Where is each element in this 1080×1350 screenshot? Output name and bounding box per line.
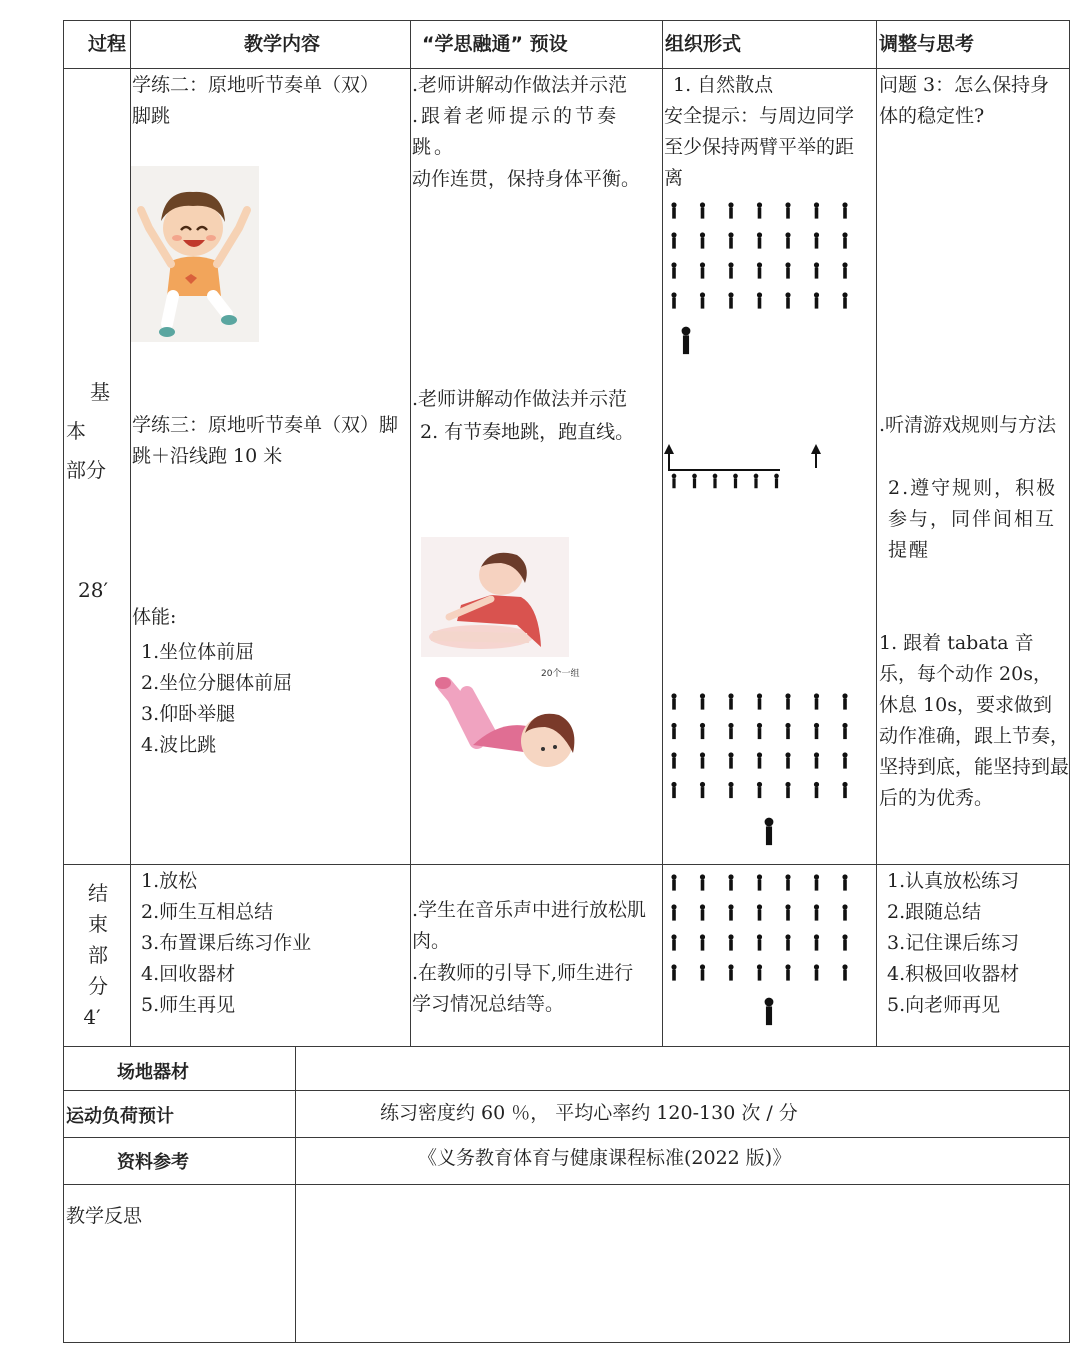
student-figure — [671, 202, 676, 218]
student-figure — [700, 723, 705, 739]
student-figure — [814, 693, 819, 709]
drill2-org-1: 1. 自然散点 — [673, 74, 774, 96]
list-item: 2.坐位分腿体前屈 — [141, 672, 293, 694]
line-run-formation-diagram — [664, 440, 864, 500]
student-figure — [785, 723, 790, 739]
ending-preset-2: .在教师的引导下,师生进行学习情况总结等。 — [412, 962, 634, 1015]
basic-stage-char-1: 基 — [90, 380, 110, 404]
student-figure — [842, 874, 847, 890]
list-item: 1.认真放松练习 — [887, 870, 1020, 892]
ending-stage-char-3: 部 — [88, 943, 108, 967]
header-organization: 组织形式 — [665, 33, 742, 55]
student-figure — [700, 232, 705, 248]
student-figure — [672, 474, 677, 489]
student-figure — [785, 693, 790, 709]
student-figure — [757, 723, 762, 739]
student-figure — [671, 262, 676, 278]
ref-value: 《义务教育体育与健康课程标准(2022 版)》 — [418, 1147, 792, 1169]
student-figure — [814, 232, 819, 248]
drill2-adjust: 问题 3：怎么保持身体的稳定性? — [879, 74, 1050, 127]
student-figure — [757, 202, 762, 218]
student-figure — [814, 782, 819, 798]
basic-stage-char-2: 本 — [66, 419, 86, 443]
header-adjust: 调整与思考 — [879, 33, 975, 55]
arrow-head — [664, 444, 674, 454]
arrow-head — [811, 444, 821, 454]
teacher-figure — [682, 327, 691, 355]
student-figure — [814, 904, 819, 920]
student-figure — [713, 474, 718, 489]
ending-preset-1: .学生在音乐声中进行放松肌肉。 — [412, 899, 647, 952]
student-figure — [671, 232, 676, 248]
student-figure — [754, 474, 759, 489]
student-figure — [728, 232, 733, 248]
ending-formation-diagram — [664, 872, 864, 1037]
student-figure — [700, 904, 705, 920]
student-figure — [842, 202, 847, 218]
scatter-formation-diagram — [664, 195, 864, 365]
teacher-figure — [765, 998, 774, 1026]
student-figure — [757, 782, 762, 798]
fitness-list — [141, 637, 292, 761]
drill3-title: 学练三：原地听节奏单（双）脚跳＋沿线跑 10 米 — [132, 414, 399, 467]
student-figure — [842, 723, 847, 739]
student-figure — [700, 292, 705, 308]
sitting-stretch-illustration — [421, 537, 569, 657]
student-figure — [728, 723, 733, 739]
student-figure — [757, 964, 762, 980]
student-figure — [700, 262, 705, 278]
student-figure — [700, 693, 705, 709]
student-figure — [757, 752, 762, 768]
drill3-preset-2: 2. 有节奏地跳，跑直线。 — [420, 421, 635, 443]
list-item: 4.回收器材 — [141, 963, 236, 985]
student-figure — [671, 752, 676, 768]
student-figure — [842, 693, 847, 709]
load-value: 练习密度约 60 ％， 平均心率约 120-130 次 / 分 — [380, 1102, 798, 1124]
student-figure — [785, 782, 790, 798]
student-figure — [692, 474, 697, 489]
student-figure — [842, 782, 847, 798]
drill2-title: 学练二：原地听节奏单（双）脚跳 — [132, 74, 380, 127]
basic-duration: 28′ — [78, 578, 108, 602]
list-item: 3.布置课后练习作业 — [141, 932, 312, 954]
student-figure — [814, 292, 819, 308]
fitness-title: 体能: — [132, 606, 177, 628]
student-figure — [757, 904, 762, 920]
list-item: 2.师生互相总结 — [141, 901, 274, 923]
student-figure — [757, 262, 762, 278]
student-figure — [814, 874, 819, 890]
student-figure — [671, 723, 676, 739]
student-figure — [728, 202, 733, 218]
student-figure — [785, 752, 790, 768]
student-figure — [728, 292, 733, 308]
drill2-preset-3: 动作连贯，保持身体平衡。 — [412, 168, 641, 190]
drill3-adjust-2: 2.遵守规则，积极参与，同伴间相互提醒 — [888, 477, 1058, 561]
student-figure — [842, 934, 847, 950]
student-figure — [785, 262, 790, 278]
student-figure — [671, 874, 676, 890]
student-figure — [785, 934, 790, 950]
student-figure — [842, 262, 847, 278]
student-figure — [757, 232, 762, 248]
student-figure — [842, 752, 847, 768]
basic-stage-char-3: 部分 — [66, 458, 106, 482]
list-item: 5.向老师再见 — [887, 994, 1001, 1016]
drill2-preset-1: .老师讲解动作做法并示范 — [412, 74, 628, 96]
student-figure — [814, 723, 819, 739]
list-item: 5.师生再见 — [141, 994, 236, 1016]
list-item: 3.仰卧举腿 — [141, 703, 236, 725]
student-figure — [842, 964, 847, 980]
student-figure — [757, 693, 762, 709]
reflection-label: 教学反思 — [66, 1205, 143, 1227]
student-figure — [728, 752, 733, 768]
ending-duration: 4′ — [83, 1005, 101, 1029]
list-item: 4.波比跳 — [141, 734, 217, 756]
student-figure — [728, 874, 733, 890]
student-figure — [700, 202, 705, 218]
list-item: 1.放松 — [141, 870, 198, 892]
student-figure — [728, 782, 733, 798]
header-content: 教学内容 — [244, 33, 321, 55]
drill2-preset-2: .跟着老师提示的节奏跳。 — [412, 105, 620, 158]
student-figure — [757, 934, 762, 950]
venue-label: 场地器材 — [117, 1062, 189, 1083]
drill2-org-2: 安全提示：与周边同学至少保持两臂平举的距离 — [664, 105, 855, 189]
student-figure — [842, 904, 847, 920]
student-figure — [671, 782, 676, 798]
load-label: 运动负荷预计 — [66, 1106, 174, 1127]
fitness-adjust: 1. 跟着 tabata 音乐，每个动作 20s，休息 10s，要求做到动作准确，跟上节奏，坚持到底，能坚持到最后的为优秀。 — [879, 632, 1070, 809]
student-figure — [671, 693, 676, 709]
list-item: 1.坐位体前屈 — [141, 641, 255, 663]
student-figure — [671, 964, 676, 980]
ending-stage-char-1: 结 — [88, 881, 108, 905]
student-figure — [700, 934, 705, 950]
student-figure — [728, 904, 733, 920]
student-figure — [728, 262, 733, 278]
student-figure — [728, 934, 733, 950]
student-figure — [728, 964, 733, 980]
tabata-formation-diagram — [664, 688, 864, 853]
student-figure — [814, 934, 819, 950]
header-preset: “学思融通” 预设 — [422, 33, 568, 55]
student-figure — [785, 874, 790, 890]
drill3-adjust-1: .听清游戏规则与方法 — [879, 414, 1057, 436]
student-figure — [785, 964, 790, 980]
student-figure — [757, 292, 762, 308]
teacher-figure — [765, 818, 774, 846]
list-item: 3.记住课后练习 — [887, 932, 1020, 954]
student-figure — [814, 262, 819, 278]
student-figure — [774, 474, 779, 489]
header-process: 过程 — [88, 33, 127, 55]
student-figure — [785, 904, 790, 920]
jumping-boy-illustration — [131, 166, 259, 342]
student-figure — [842, 292, 847, 308]
student-figure — [700, 964, 705, 980]
student-figure — [728, 693, 733, 709]
student-figure — [671, 934, 676, 950]
student-figure — [814, 964, 819, 980]
student-figure — [733, 474, 738, 489]
list-item: 2.跟随总结 — [887, 901, 982, 923]
fitness-image-caption: 20个一组 — [541, 669, 580, 679]
student-figure — [785, 232, 790, 248]
student-figure — [757, 874, 762, 890]
student-figure — [671, 292, 676, 308]
student-figure — [842, 232, 847, 248]
student-figure — [814, 752, 819, 768]
ending-items-list — [141, 866, 311, 1021]
student-figure — [785, 202, 790, 218]
ending-stage-char-2: 束 — [88, 912, 108, 936]
student-figure — [785, 292, 790, 308]
student-figure — [671, 904, 676, 920]
student-figure — [700, 874, 705, 890]
list-item: 4.积极回收器材 — [887, 963, 1020, 985]
leg-raise-illustration — [421, 663, 581, 775]
student-figure — [700, 752, 705, 768]
student-figure — [700, 782, 705, 798]
ref-label: 资料参考 — [117, 1152, 189, 1173]
ending-stage-char-4: 分 — [88, 974, 108, 998]
student-figure — [814, 202, 819, 218]
drill3-preset-1: .老师讲解动作做法并示范 — [412, 388, 628, 410]
ending-adjust-list — [887, 866, 1019, 1021]
